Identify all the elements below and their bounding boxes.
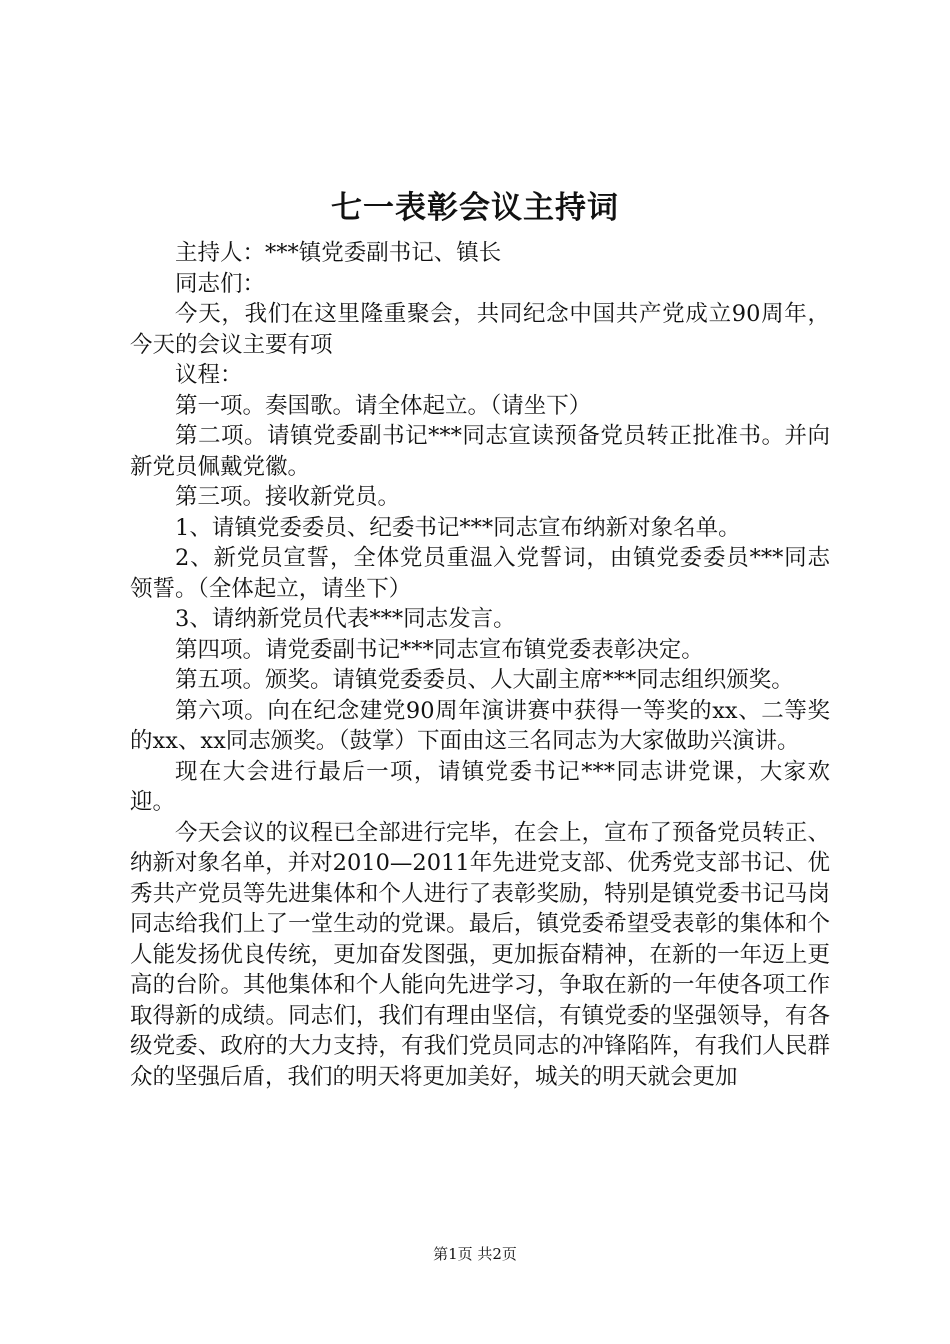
- agenda-subitem-2: 2、新党员宣誓，全体党员重温入党誓词，由镇党委委员***同志领誓。（全体起立，请坐下）: [130, 545, 830, 602]
- document-body: [130, 238, 830, 1092]
- agenda-item-5: 第五项。颁奖。请镇党委委员、人大副主席***同志组织颁奖。: [175, 667, 794, 693]
- document-title: 七一表彰会议主持词: [331, 190, 619, 226]
- greeting: 同志们：: [175, 270, 266, 297]
- agenda-heading: 议程：: [175, 362, 243, 388]
- agenda-item-1: 第一项。奏国歌。请全体起立。（请坐下）: [175, 392, 592, 419]
- agenda-subitem-1: 1、请镇党委委员、纪委书记***同志宣布纳新对象名单。: [175, 514, 741, 541]
- agenda-item-4: 第四项。请党委副书记***同志宣布镇党委表彰决定。: [175, 636, 704, 663]
- agenda-item-3: 第三项。接收新党员。: [175, 484, 401, 510]
- agenda-item-2: 第二项。请镇党委副书记***同志宣读预备党员转正批准书。并向新党员佩戴党徽。: [130, 423, 830, 480]
- agenda-subitem-3: 3、请纳新党员代表***同志发言。: [175, 606, 516, 632]
- final-item: 现在大会进行最后一项，请镇党委书记***同志讲党课，大家欢迎。: [130, 758, 830, 815]
- opening-paragraph: 今天，我们在这里隆重聚会，共同纪念中国共产党成立90周年，今天的会议主要有项: [130, 301, 830, 358]
- agenda-item-6: 第六项。向在纪念建党90周年演讲赛中获得一等奖的xx、二等奖的xx、xx同志颁奖。（鼓掌）下面由这三名同志为大家做助兴演讲。: [130, 697, 830, 754]
- page-footer: 第1页 共2页: [433, 1245, 517, 1263]
- closing-paragraph: 今天会议的议程已全部进行完毕，在会上，宣布了预备党员转正、纳新对象名单，并对2010—2011年先进党支部、优秀党支部书记、优秀共产党员等先进集体和个人进行了表彰奖励，特别是镇党委书记马岗同志给我们上了一堂生动的党课。最后，镇党委希望受表彰的集体和个人能发扬优良传统，更加奋发图强，更加振奋精神，在新的一年迈上更高的台阶。其他集体和个人能向先进学习，争取在新的一年使各项工作取得新的成绩。同志们，我们有理由坚信，有镇党委的坚强领导，有各级党委、政府的大力支持，有我们党员同志的冲锋陷阵，有我们人民群众的坚强后盾，我们的明天将更加美好，城关的明天就会更加: [130, 819, 830, 1090]
- host-line: 主持人：***镇党委副书记、镇长: [175, 240, 502, 266]
